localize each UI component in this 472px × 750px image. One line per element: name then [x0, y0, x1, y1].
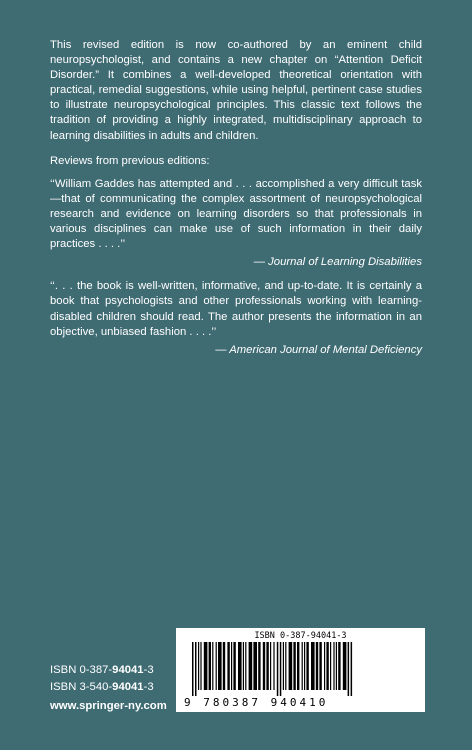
- barcode-bar: [293, 642, 295, 690]
- barcode-bar: [343, 642, 347, 690]
- barcode-bar: [324, 642, 325, 690]
- barcode-bars: [190, 642, 411, 696]
- barcode-bar: [212, 642, 213, 690]
- barcode-digits: 9 780387 940410: [184, 696, 329, 709]
- barcode-bar: [270, 642, 271, 690]
- isbn-suffix: -3: [143, 680, 154, 693]
- barcode-bar: [198, 642, 199, 690]
- barcode-bar: [200, 642, 201, 690]
- reviews-intro: Reviews from previous editions:: [50, 154, 210, 167]
- barcode-bar: [326, 642, 328, 690]
- isbn-line-2: [50, 679, 167, 696]
- barcode-bar: [333, 642, 334, 690]
- barcode-bar: [304, 642, 305, 690]
- review-1: [50, 177, 422, 271]
- barcode-bar: [330, 642, 331, 690]
- barcode-bar: [289, 642, 293, 690]
- isbn-suffix: -3: [143, 664, 154, 676]
- barcode-bar: [319, 642, 321, 690]
- isbn-prefix: ISBN 3-540-: [50, 680, 113, 693]
- barcode-bar: [306, 642, 308, 690]
- barcode-bar: [348, 642, 350, 696]
- barcode-bar: [316, 642, 318, 690]
- barcode-bar: [253, 642, 257, 690]
- review-2: [50, 279, 422, 357]
- barcode-bar: [243, 642, 244, 690]
- barcode-bar: [297, 642, 299, 690]
- review-source: — Journal of Learning Disabilities: [253, 256, 422, 269]
- barcode-isbn-text: ISBN 0-387-94041-3: [254, 631, 347, 641]
- barcode-bar: [233, 642, 235, 690]
- publisher-website: www.springer-ny.com: [50, 700, 167, 712]
- isbn-line-1: [50, 662, 167, 679]
- barcode: [176, 628, 425, 712]
- barcode-bar: [285, 642, 286, 690]
- barcode-bar: [280, 642, 282, 696]
- barcode-bar: [273, 642, 274, 690]
- back-cover-text: [50, 38, 422, 358]
- barcode-bar: [204, 642, 208, 690]
- barcode-bar: [351, 642, 353, 696]
- barcode-bar: [249, 642, 253, 690]
- isbn-prefix: ISBN 0-387-: [50, 664, 113, 676]
- barcode-bar: [302, 642, 303, 690]
- book-description: This revised edition is now co-authored by an eminent child neuropsychologist, and contains a new chapter on “Attention Deficit Disorder.” It combines a well-developed theoretical orientation with practical, remedial suggestions, while using helpful, pertinent case studies to illustrate neuropsychological principles. This classic text follows the tradition of providing a highly integrated, multidisciplinary approach to learning disabilities in adults and children.: [50, 39, 422, 142]
- barcode-bar: [223, 642, 225, 690]
- isbn-bold: 94041: [112, 664, 144, 676]
- barcode-bar: [238, 642, 242, 690]
- barcode-bar: [216, 642, 217, 690]
- barcode-bar: [338, 642, 340, 690]
- barcode-bar: [209, 642, 211, 690]
- barcode-bar: [336, 642, 337, 690]
- barcode-bar: [192, 642, 194, 696]
- barcode-bar: [227, 642, 229, 690]
- barcode-bar: [266, 642, 268, 690]
- barcode-bar: [245, 642, 246, 690]
- isbn-block: [50, 662, 167, 715]
- review-source: — American Journal of Mental Deficiency: [215, 343, 422, 356]
- barcode-bar: [231, 642, 232, 690]
- review-quote: ‘‘William Gaddes has attempted and . . . accomplished a very difficult task—that of communicating the complex assortment of neuropsychological research and evidence on learning disorders so that professionals in various disciplines can make use of such information in their daily practices . . . .’’: [50, 177, 422, 251]
- review-quote: ‘‘. . . the book is well-written, informative, and up-to-date. It is certainly a book that psychologists and other professionals working with learning-disabled children should read. The author presents the information in an objective, unbiased fashion . . . .’’: [50, 280, 422, 338]
- barcode-bar: [195, 642, 197, 696]
- barcode-bar: [218, 642, 222, 690]
- barcode-bar: [311, 642, 315, 690]
- barcode-bar: [263, 642, 265, 690]
- barcode-bar: [283, 642, 284, 690]
- barcode-bar: [277, 642, 279, 696]
- isbn-bold: 94041: [112, 680, 144, 693]
- barcode-bar: [258, 642, 260, 690]
